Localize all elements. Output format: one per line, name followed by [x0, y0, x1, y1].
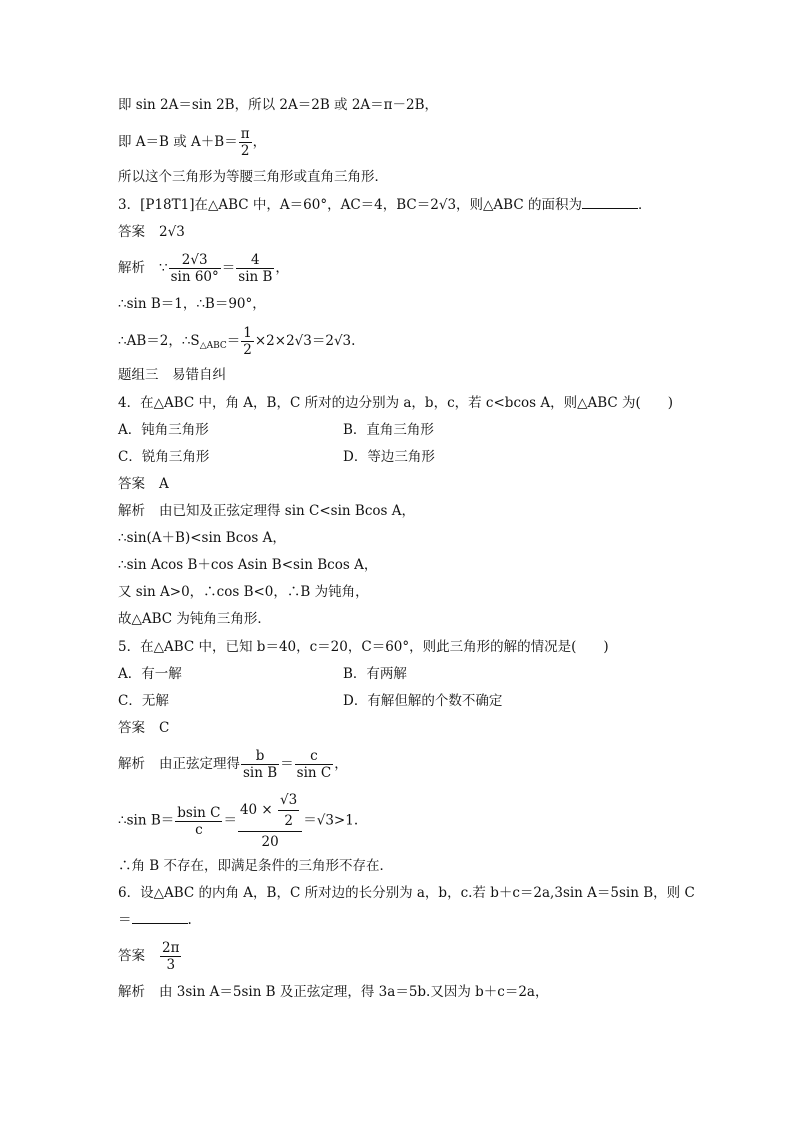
fraction	[278, 790, 299, 831]
fraction-denominator: sin C	[296, 765, 332, 781]
analysis-line	[118, 983, 548, 1001]
answer-blank	[132, 911, 188, 924]
text: 由正弦定理得	[159, 756, 240, 772]
group-heading: 题组三 易错自纠	[118, 367, 226, 383]
fraction	[175, 805, 222, 838]
question-3	[118, 196, 651, 214]
text-line: 又 sin A>0，∴cos B<0，∴B 为钝角，	[118, 584, 369, 600]
text: ＝	[221, 260, 236, 276]
option-b: B．有两解	[343, 666, 407, 682]
text-line: ∴sin Acos B＋cos Asin B<sin Bcos A，	[118, 557, 378, 573]
text: ＝	[223, 812, 237, 829]
fraction-numerator: c	[295, 748, 334, 765]
text: ×2×2√3＝2√3.	[254, 333, 356, 349]
fraction-numerator: 1	[243, 325, 252, 341]
analysis-line	[118, 252, 289, 285]
text: 40 ×	[239, 802, 273, 818]
option-d: D．等边三角形	[343, 449, 435, 465]
text-line-fraction	[118, 325, 355, 358]
fraction-numerator: √3	[278, 790, 299, 811]
text: .	[187, 912, 192, 928]
compound-fraction	[238, 790, 302, 852]
fraction	[239, 126, 252, 159]
answer-label: 答案	[118, 948, 145, 964]
fraction-numerator: 2√3	[169, 252, 221, 269]
text-line-fraction	[118, 126, 266, 159]
text: 由已知及正弦定理得 sin C<sin Bcos A，	[159, 503, 415, 519]
question-4: 4．在△ABC 中，角 A，B，C 所对的边分别为 a，b，c，若 c<bcos A，则△ABC 为( )	[118, 395, 674, 411]
text-line: 故△ABC 为钝角三角形．	[118, 611, 271, 627]
fraction-denominator: sin B	[238, 269, 273, 285]
answer-line	[118, 940, 182, 973]
text-line: 即 sin 2A＝sin 2B，所以 2A＝2B 或 2A＝π－2B，	[118, 97, 439, 113]
answer-label: 答案	[118, 720, 145, 736]
fraction-denominator: 2	[240, 143, 250, 159]
text: ，	[275, 260, 289, 276]
fraction-denominator: sin 60°	[170, 269, 219, 285]
analysis-label: 解析	[118, 756, 145, 772]
text: ＝	[118, 912, 132, 928]
fraction	[295, 748, 334, 781]
text-line-fraction	[118, 790, 358, 852]
text: ＝√3>1.	[303, 812, 359, 829]
answer-value: 2√3	[159, 224, 185, 240]
fraction-denominator: sin B	[243, 765, 278, 781]
text: ∴AB＝2，∴S	[118, 333, 200, 349]
text: ∵	[159, 260, 168, 276]
fraction-numerator: bsin C	[177, 804, 221, 821]
answer-value: A	[159, 476, 169, 492]
answer-line	[118, 223, 185, 241]
text: 即 A＝B 或 A＋B＝	[118, 134, 238, 150]
fraction-numerator	[238, 790, 302, 832]
fraction	[160, 940, 181, 973]
fraction-denominator: 20	[261, 834, 279, 850]
text: ，	[252, 134, 267, 150]
option-d: D．有解但解的个数不确定	[343, 693, 503, 709]
option-a: A．有一解	[118, 666, 182, 682]
question-6-cont	[118, 911, 192, 929]
option-b: B．直角三角形	[343, 422, 434, 438]
answer-line	[118, 719, 169, 737]
text-line: ∴角 B 不存在，即满足条件的三角形不存在．	[118, 858, 394, 874]
text-line: ∴sin(A＋B)<sin Bcos A，	[118, 530, 286, 546]
analysis-line	[118, 502, 415, 520]
text: ．	[637, 197, 652, 213]
question-6: 6．设△ABC 的内角 A，B，C 所对边的长分别为 a，b，c.若 b＋c＝2a,3sin A＝5sin B，则 C	[118, 885, 695, 901]
answer-label: 答案	[118, 476, 145, 492]
text-line: 所以这个三角形为等腰三角形或直角三角形．	[118, 169, 388, 185]
text: 由 3sin A＝5sin B 及正弦定理，得 3a＝5b.又因为 b＋c＝2a，	[159, 984, 549, 1000]
subscript: △ABC	[199, 341, 227, 351]
text: ∴sin B＝	[118, 812, 175, 829]
question-text: 3．[P18T1]在△ABC 中，A＝60°，AC＝4，BC＝2√3，则△ABC 的面积为	[118, 197, 582, 213]
answer-line	[118, 475, 169, 493]
option-a: A．钝角三角形	[118, 422, 209, 438]
fraction	[169, 252, 221, 285]
answer-blank	[582, 196, 638, 209]
question-5: 5．在△ABC 中，已知 b＝40，c＝20，C＝60°，则此三角形的解的情况是( )	[118, 639, 609, 655]
fraction-denominator: 3	[166, 957, 176, 973]
answer-value: C	[159, 720, 170, 736]
option-c: C．无解	[118, 693, 169, 709]
text-line: ∴sin B＝1，∴B＝90°，	[118, 296, 266, 312]
analysis-label: 解析	[118, 260, 145, 276]
fraction	[236, 252, 274, 285]
fraction-denominator: 2	[284, 813, 293, 829]
text: ＝	[226, 333, 241, 349]
answer-label: 答案	[118, 224, 145, 240]
analysis-label: 解析	[118, 984, 145, 1000]
fraction-numerator: 2π	[162, 940, 180, 956]
analysis-label: 解析	[118, 503, 145, 519]
fraction-numerator: π	[240, 126, 250, 142]
fraction	[241, 325, 254, 358]
fraction-denominator: 2	[243, 342, 252, 358]
text: ＝	[280, 756, 294, 772]
fraction	[241, 748, 279, 781]
fraction-denominator: c	[195, 821, 203, 838]
option-c: C．锐角三角形	[118, 449, 210, 465]
analysis-line	[118, 748, 348, 781]
fraction-numerator: b	[241, 748, 279, 765]
fraction-numerator: 4	[236, 252, 274, 269]
text: ，	[334, 756, 348, 772]
